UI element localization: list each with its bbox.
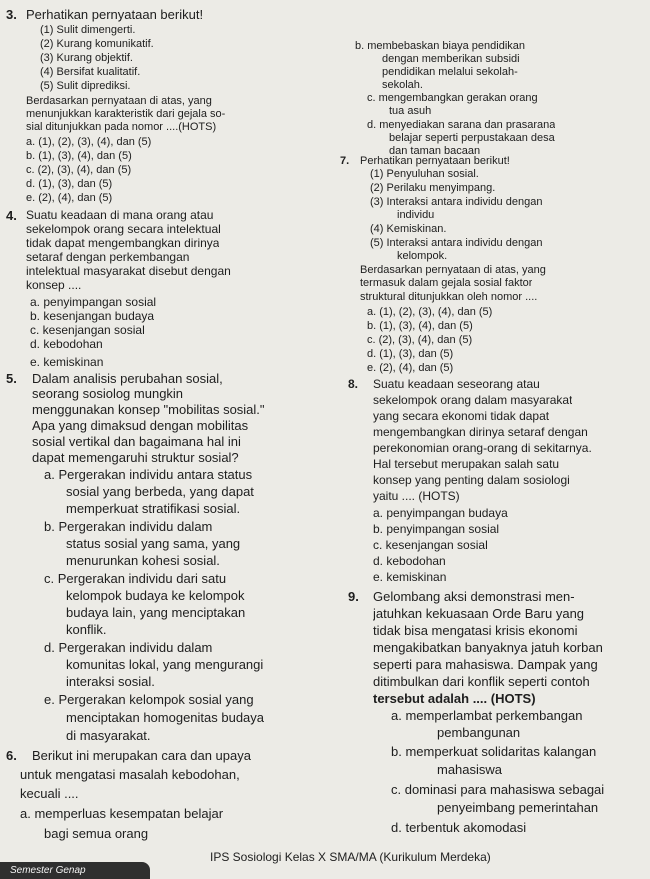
option-line: d. Pergerakan individu dalam [44, 640, 213, 655]
statement: (3) Interaksi antara individu dengan [370, 196, 543, 208]
question-stem: ditimbulkan dari konflik seperti contoh [373, 674, 590, 689]
statement: (2) Kurang komunikatif. [40, 38, 154, 50]
question-stem: konsep yang penting dalam sosiologi [373, 473, 570, 487]
statement: (4) Kemiskinan. [370, 223, 447, 235]
option-line: pembangunan [437, 725, 521, 740]
option-line: memperkuat stratifikasi sosial. [66, 501, 241, 516]
answer-option[interactable]: e. kemiskinan [30, 355, 104, 369]
question-stem: sekelompok orang dalam masyarakat [373, 393, 573, 407]
option-line: c. mengembangkan gerakan orang [367, 92, 538, 104]
question-stem: seorang sosiolog mungkin [32, 386, 184, 401]
question-stem: Apa yang dimaksud dengan mobilitas [32, 418, 249, 433]
question-stem: tidak bisa mengatasi krisis ekonomi [373, 623, 578, 638]
answer-option[interactable]: e. kemiskinan [373, 570, 447, 584]
answer-option[interactable]: b. (1), (3), (4), dan (5) [26, 150, 132, 162]
statement: (5) Interaksi antara individu dengan [370, 237, 543, 249]
statement: (1) Penyuluhan sosial. [370, 168, 479, 180]
answer-option[interactable]: d. (1), (3), dan (5) [26, 178, 113, 190]
option-line: kelompok budaya ke kelompok [66, 588, 245, 603]
answer-option[interactable]: c. kesenjangan sosial [373, 538, 488, 552]
statement: kelompok. [397, 250, 448, 262]
answer-option[interactable]: e. (2), (4), dan (5) [26, 192, 113, 204]
answer-option[interactable]: c. kesenjangan sosial [30, 323, 145, 337]
option-line: dan taman bacaan [389, 145, 481, 157]
question-stem: intelektual masyarakat disebut dengan [26, 264, 231, 278]
question-number: 8. [348, 377, 359, 391]
option-line: c. dominasi para mahasiswa sebagai [391, 782, 605, 797]
option-line: konflik. [66, 622, 107, 637]
statement: individu [397, 209, 435, 221]
question-stem: Berdasarkan pernyataan di atas, yang [360, 264, 546, 276]
question-stem: Hal tersebut merupakan salah satu [373, 457, 560, 471]
option-line: bagi semua orang [44, 826, 149, 841]
question-stem: setaraf dengan perkembangan [26, 250, 190, 264]
question-stem: mengakibatkan banyaknya jatuh korban [373, 640, 603, 655]
option-line: c. Pergerakan individu dari satu [44, 571, 227, 586]
answer-option[interactable]: b. kesenjangan budaya [30, 309, 155, 323]
answer-option[interactable]: b. penyimpangan sosial [373, 522, 500, 536]
option-line: budaya lain, yang menciptakan [66, 605, 246, 620]
answer-option[interactable]: b. (1), (3), (4), dan (5) [367, 320, 473, 332]
answer-option[interactable]: a. penyimpangan budaya [373, 506, 508, 520]
question-number: 5. [6, 371, 17, 386]
option-line: b. membebaskan biaya pendidikan [355, 40, 526, 52]
statement: (2) Perilaku menyimpang. [370, 182, 496, 194]
question-stem: perekonomian orang-orang di sekitarnya. [373, 441, 592, 455]
statement: (3) Kurang objektif. [40, 52, 133, 64]
question-number: 4. [6, 208, 17, 223]
statement: (4) Bersifat kualitatif. [40, 66, 141, 78]
answer-option[interactable]: e. (2), (4), dan (5) [367, 362, 454, 374]
question-stem: termasuk dalam gejala sosial faktor [360, 277, 533, 289]
option-line: dengan memberikan subsidi [382, 53, 520, 65]
question-stem: sekelompok orang secara intelektual [26, 222, 221, 236]
option-line: menciptakan homogenitas budaya [66, 710, 265, 725]
question-stem: struktural ditunjukkan oleh nomor .... [360, 291, 538, 303]
semester-badge: Semester Genap [0, 862, 150, 879]
option-line: b. memperkuat solidaritas kalangan [391, 744, 597, 759]
statement: (5) Sulit diprediksi. [40, 80, 131, 92]
option-line: menurunkan kohesi sosial. [66, 553, 220, 568]
question-stem: menggunakan konsep "mobilitas sosial." [32, 402, 265, 417]
option-line: status sosial yang sama, yang [66, 536, 241, 551]
question-stem: tersebut adalah .... (HOTS) [373, 691, 536, 706]
option-line: di masyarakat. [66, 728, 151, 743]
question-stem: Dalam analisis perubahan sosial, [32, 371, 223, 386]
question-number: 9. [348, 589, 359, 604]
question-number: 3. [6, 7, 17, 22]
answer-option[interactable]: a. penyimpangan sosial [30, 295, 157, 309]
option-line: d. terbentuk akomodasi [391, 820, 527, 835]
question-stem: seperti para mahasiswa. Dampak yang [373, 657, 598, 672]
question-stem: sosial vertikal dan bagaimana hal ini [32, 434, 241, 449]
answer-option[interactable]: d. kebodohan [373, 554, 446, 568]
question-stem: dapat memengaruhi struktur sosial? [32, 450, 239, 465]
question-stem: Suatu keadaan seseorang atau [373, 377, 540, 391]
option-line: a. Pergerakan individu antara status [44, 467, 253, 482]
answer-option[interactable]: c. (2), (3), (4), dan (5) [26, 164, 132, 176]
answer-option[interactable]: d. (1), (3), dan (5) [367, 348, 454, 360]
question-stem: Gelombang aksi demonstrasi men- [373, 589, 575, 604]
question-stem: Berikut ini merupakan cara dan upaya [32, 748, 251, 763]
question-stem: mengembangkan dirinya setaraf dengan [373, 425, 588, 439]
question-stem: menunjukkan karakteristik dari gejala so- [26, 108, 226, 120]
question-stem: yaitu .... (HOTS) [373, 489, 460, 503]
question-stem: yang secara ekonomi tidak dapat [373, 409, 550, 423]
question-number: 6. [6, 748, 17, 763]
question-stem: jatuhkan kekuasaan Orde Baru yang [373, 606, 585, 621]
option-line: a. memperluas kesempatan belajar [20, 806, 224, 821]
footer-title: IPS Sosiologi Kelas X SMA/MA (Kurikulum Merdeka) [210, 850, 491, 864]
question-stem: konsep .... [26, 278, 82, 292]
answer-option[interactable]: a. (1), (2), (3), (4), dan (5) [367, 306, 493, 318]
question-stem: sial ditunjukkan pada nomor ....(HOTS) [26, 121, 217, 133]
option-line: b. Pergerakan individu dalam [44, 519, 213, 534]
option-line: e. Pergerakan kelompok sosial yang [44, 692, 254, 707]
question-number: 7. [340, 155, 350, 167]
option-line: sosial yang berbeda, yang dapat [66, 484, 254, 499]
answer-option[interactable]: c. (2), (3), (4), dan (5) [367, 334, 473, 346]
answer-option[interactable]: a. (1), (2), (3), (4), dan (5) [26, 136, 152, 148]
statement: (1) Sulit dimengerti. [40, 24, 136, 36]
option-line: penyeimbang pemerintahan [437, 800, 599, 815]
option-line: interaksi sosial. [66, 674, 155, 689]
question-stem: untuk mengatasi masalah kebodohan, [20, 767, 240, 782]
question-title: Perhatikan pernyataan berikut! [26, 7, 204, 22]
option-line: sekolah. [382, 79, 423, 91]
question-title: Perhatikan pernyataan berikut! [360, 155, 510, 167]
option-line: belajar seperti perpustakaan desa [389, 132, 555, 144]
question-stem: Berdasarkan pernyataan di atas, yang [26, 95, 212, 107]
question-stem: tidak dapat mengembangkan dirinya [26, 236, 220, 250]
option-line: tua asuh [389, 105, 432, 117]
question-stem: kecuali .... [20, 786, 79, 801]
option-line: a. memperlambat perkembangan [391, 708, 583, 723]
option-line: komunitas lokal, yang mengurangi [66, 657, 264, 672]
question-stem: Suatu keadaan di mana orang atau [26, 208, 214, 222]
option-line: pendidikan melalui sekolah- [382, 66, 518, 78]
answer-option[interactable]: d. kebodohan [30, 337, 103, 351]
option-line: d. menyediakan sarana dan prasarana [367, 119, 556, 131]
option-line: mahasiswa [437, 762, 503, 777]
